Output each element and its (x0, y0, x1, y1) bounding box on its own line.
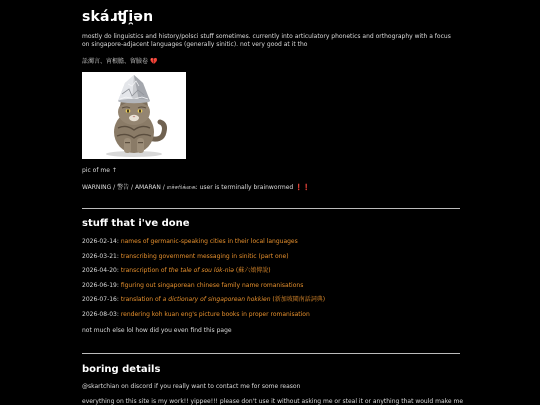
list-item (82, 296, 325, 311)
item-date: 2026-03-21: (82, 252, 119, 260)
broken-heart-icon: 💔 (149, 58, 158, 65)
item-link[interactable] (121, 267, 271, 274)
item-link[interactable] (121, 296, 325, 303)
item-date: 2026-08-03: (82, 310, 119, 318)
languages-text: 訟濁言、宵根膽、留臉卷 (82, 58, 149, 65)
item-date: 2026-07-16: (82, 296, 119, 304)
cat-with-foil-hat-image (82, 72, 186, 159)
item-link[interactable]: rendering koh kuan eng's picture books in proper romanisation (120, 310, 310, 318)
item-link[interactable]: figuring out singaporean chinese family name romanisations (120, 281, 304, 289)
link-prefix: translation of (120, 296, 163, 304)
list-item (82, 253, 325, 268)
item-date: 2026-06-19: (82, 281, 119, 289)
end-note: not much else lol how did you even find this page (82, 327, 232, 334)
contact-text: @skartchian on discord if you really want to contact me for some reason (82, 383, 301, 390)
bio-text: mostly do linguistics and history/polsci stuff sometimes. currently into articulatory phonetics and orthography with a focus on singapore-adjacent languages (generally sinitic). not very good at it tho (82, 33, 451, 49)
license-text: everything on this site is my work!! yippee!!! please don't use it without asking me or steal it or anything that would make me (82, 398, 464, 405)
section-divider (82, 208, 460, 209)
link-suffix: (新加坡閩南話詞典) (270, 296, 326, 304)
item-date: 2026-04-20: (82, 267, 119, 275)
item-date: 2026-02-14: (82, 238, 119, 245)
list-item (82, 282, 325, 297)
site-title: skáɹʧi̯ən (82, 9, 154, 25)
link-prefix: transcription of (120, 267, 169, 275)
list-item (82, 238, 325, 253)
languages-line (82, 56, 157, 65)
link-italic-title: a dictionary of singaporean hokkien (162, 296, 271, 304)
photo-caption: pic of me ↑ (82, 167, 117, 174)
link-suffix: (蘇六娘傳說) (233, 267, 271, 275)
done-list (82, 238, 325, 326)
section-divider (82, 353, 460, 354)
item-link[interactable]: names of germanic-speaking cities in their local languages (120, 238, 298, 245)
boring-heading: boring details (82, 364, 161, 375)
list-item (82, 311, 325, 326)
cat-photo (82, 72, 186, 159)
item-link[interactable]: transcribing government messaging in sinitic (part one) (120, 252, 289, 260)
done-heading: stuff that i've done (82, 218, 190, 229)
exclamation-icon: ❗❗ (295, 184, 311, 191)
link-italic-title: the tale of sou lók-nìə (168, 267, 234, 275)
warning-line (82, 182, 310, 192)
list-item (82, 267, 325, 282)
warning-text: WARNING / 警告 / AMARAN / எச்சரிக்கை: user is terminally brainwormed (82, 184, 294, 191)
